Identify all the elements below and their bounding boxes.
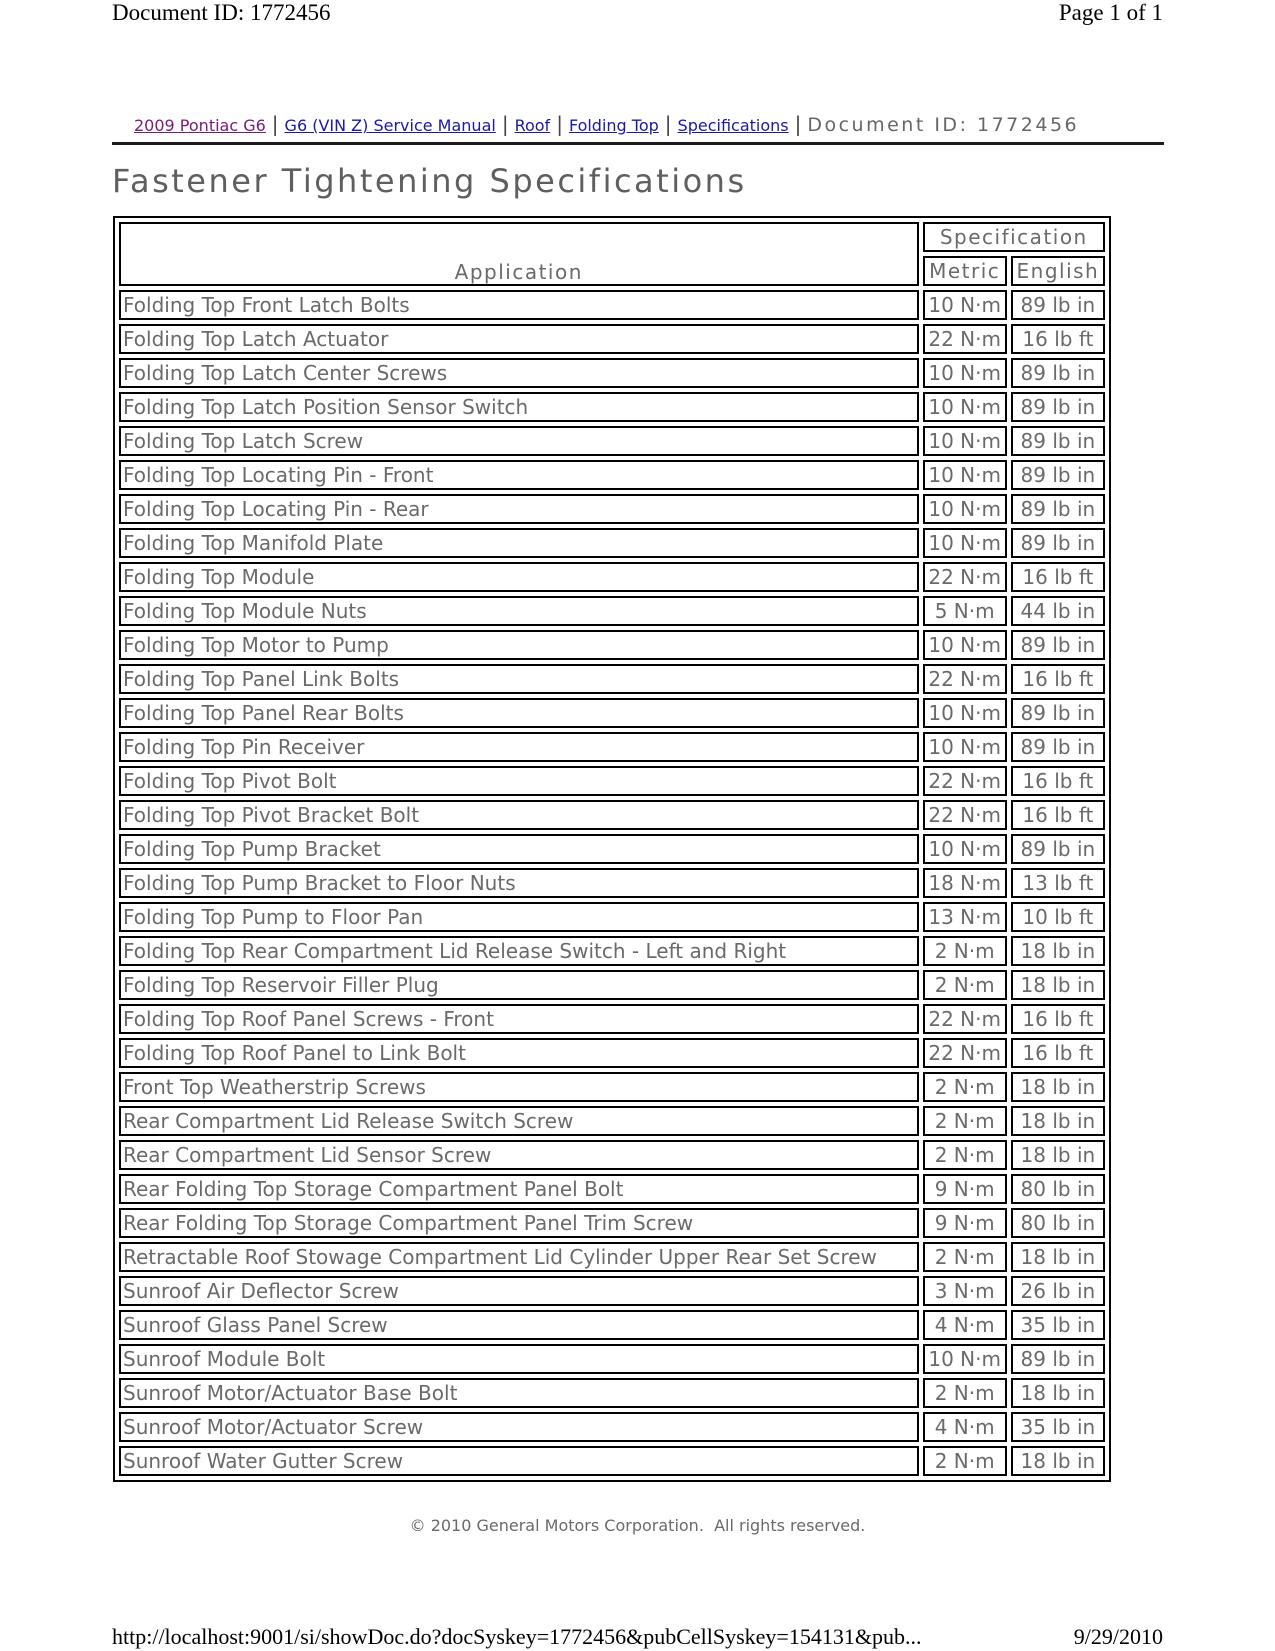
english-value-cell: 89 lb in	[1011, 630, 1105, 660]
table-row	[119, 1106, 1105, 1136]
metric-value-cell: 4 N·m	[923, 1310, 1007, 1340]
table-row	[119, 732, 1105, 762]
english-value-cell: 16 lb ft	[1011, 800, 1105, 830]
metric-value-cell: 22 N·m	[923, 1038, 1007, 1068]
table-row	[119, 1242, 1105, 1272]
english-value-cell: 18 lb in	[1011, 1242, 1105, 1272]
english-value-cell: 35 lb in	[1011, 1310, 1105, 1340]
metric-value-cell: 22 N·m	[923, 1004, 1007, 1034]
metric-value-cell: 22 N·m	[923, 562, 1007, 592]
page-title: Fastener Tightening Specifications	[112, 162, 747, 200]
english-value-cell: 16 lb ft	[1011, 1038, 1105, 1068]
metric-value-cell: 4 N·m	[923, 1412, 1007, 1442]
breadcrumb-separator: |	[271, 112, 279, 136]
application-cell: Sunroof Air Deflector Screw	[119, 1276, 919, 1306]
application-cell: Rear Folding Top Storage Compartment Panel Trim Screw	[119, 1208, 919, 1238]
english-value-cell: 10 lb ft	[1011, 902, 1105, 932]
application-cell: Folding Top Panel Rear Bolts	[119, 698, 919, 728]
metric-column-header: Metric	[923, 256, 1007, 286]
application-cell: Rear Compartment Lid Release Switch Screw	[119, 1106, 919, 1136]
application-cell: Folding Top Pump to Floor Pan	[119, 902, 919, 932]
english-value-cell: 16 lb ft	[1011, 562, 1105, 592]
application-cell: Folding Top Latch Position Sensor Switch	[119, 392, 919, 422]
table-row	[119, 1174, 1105, 1204]
application-cell: Folding Top Motor to Pump	[119, 630, 919, 660]
application-cell: Folding Top Pin Receiver	[119, 732, 919, 762]
metric-value-cell: 22 N·m	[923, 324, 1007, 354]
copyright-notice: © 2010 General Motors Corporation. All rights reserved.	[409, 1516, 866, 1535]
metric-value-cell: 18 N·m	[923, 868, 1007, 898]
metric-value-cell: 22 N·m	[923, 766, 1007, 796]
metric-value-cell: 5 N·m	[923, 596, 1007, 626]
metric-value-cell: 2 N·m	[923, 936, 1007, 966]
print-footer-url: http://localhost:9001/si/showDoc.do?docSyskey=1772456&pubCellSyskey=154131&pub...	[112, 1624, 922, 1649]
print-header	[112, 0, 1163, 26]
table-row	[119, 970, 1105, 1000]
table-row	[119, 766, 1105, 796]
metric-value-cell: 10 N·m	[923, 494, 1007, 524]
english-value-cell: 35 lb in	[1011, 1412, 1105, 1442]
application-cell: Rear Compartment Lid Sensor Screw	[119, 1140, 919, 1170]
application-cell: Folding Top Pump Bracket to Floor Nuts	[119, 868, 919, 898]
breadcrumb-document-id: Document ID: 1772456	[807, 114, 1080, 136]
table-row	[119, 1310, 1105, 1340]
application-column-header: Application	[119, 222, 919, 286]
english-value-cell: 44 lb in	[1011, 596, 1105, 626]
table-row	[119, 562, 1105, 592]
metric-value-cell: 10 N·m	[923, 358, 1007, 388]
table-row	[119, 324, 1105, 354]
english-value-cell: 16 lb ft	[1011, 664, 1105, 694]
metric-value-cell: 10 N·m	[923, 290, 1007, 320]
english-value-cell: 18 lb in	[1011, 1106, 1105, 1136]
english-value-cell: 18 lb in	[1011, 970, 1105, 1000]
table-row	[119, 1378, 1105, 1408]
breadcrumb-link-vehicle[interactable]: 2009 Pontiac G6	[134, 116, 266, 135]
metric-value-cell: 13 N·m	[923, 902, 1007, 932]
english-value-cell: 16 lb ft	[1011, 1004, 1105, 1034]
metric-value-cell: 2 N·m	[923, 1378, 1007, 1408]
english-value-cell: 80 lb in	[1011, 1174, 1105, 1204]
english-value-cell: 89 lb in	[1011, 1344, 1105, 1374]
metric-value-cell: 10 N·m	[923, 1344, 1007, 1374]
print-header-page-number: Page 1 of 1	[1058, 0, 1163, 25]
table-row	[119, 664, 1105, 694]
english-value-cell: 89 lb in	[1011, 698, 1105, 728]
specification-column-header: Specification	[923, 222, 1105, 252]
application-cell: Folding Top Pivot Bolt	[119, 766, 919, 796]
application-cell: Folding Top Latch Center Screws	[119, 358, 919, 388]
application-cell: Folding Top Roof Panel Screws - Front	[119, 1004, 919, 1034]
metric-value-cell: 2 N·m	[923, 1242, 1007, 1272]
table-row	[119, 528, 1105, 558]
print-footer	[112, 1624, 1163, 1650]
application-cell: Folding Top Latch Screw	[119, 426, 919, 456]
print-header-doc-id: Document ID: 1772456	[112, 0, 331, 25]
metric-value-cell: 10 N·m	[923, 698, 1007, 728]
application-cell: Folding Top Panel Link Bolts	[119, 664, 919, 694]
english-value-cell: 89 lb in	[1011, 460, 1105, 490]
table-row	[119, 1344, 1105, 1374]
table-row	[119, 1208, 1105, 1238]
application-cell: Sunroof Water Gutter Screw	[119, 1446, 919, 1476]
application-cell: Sunroof Glass Panel Screw	[119, 1310, 919, 1340]
table-header-row	[119, 222, 1105, 252]
metric-value-cell: 10 N·m	[923, 630, 1007, 660]
table-row	[119, 1412, 1105, 1442]
english-value-cell: 89 lb in	[1011, 732, 1105, 762]
breadcrumb-link-roof[interactable]: Roof	[514, 116, 551, 135]
metric-value-cell: 9 N·m	[923, 1208, 1007, 1238]
metric-value-cell: 3 N·m	[923, 1276, 1007, 1306]
application-cell: Rear Folding Top Storage Compartment Panel Bolt	[119, 1174, 919, 1204]
metric-value-cell: 10 N·m	[923, 460, 1007, 490]
print-footer-date: 9/29/2010	[1073, 1624, 1163, 1649]
table-row	[119, 800, 1105, 830]
english-value-cell: 18 lb in	[1011, 1378, 1105, 1408]
breadcrumb-link-folding-top[interactable]: Folding Top	[568, 116, 659, 135]
english-value-cell: 16 lb ft	[1011, 324, 1105, 354]
application-cell: Folding Top Pivot Bracket Bolt	[119, 800, 919, 830]
english-value-cell: 16 lb ft	[1011, 766, 1105, 796]
metric-value-cell: 22 N·m	[923, 800, 1007, 830]
application-cell: Folding Top Module	[119, 562, 919, 592]
application-cell: Sunroof Module Bolt	[119, 1344, 919, 1374]
application-cell: Folding Top Module Nuts	[119, 596, 919, 626]
english-value-cell: 89 lb in	[1011, 290, 1105, 320]
application-cell: Sunroof Motor/Actuator Screw	[119, 1412, 919, 1442]
english-column-header: English	[1011, 256, 1105, 286]
application-cell: Folding Top Locating Pin - Rear	[119, 494, 919, 524]
metric-value-cell: 2 N·m	[923, 970, 1007, 1000]
english-value-cell: 80 lb in	[1011, 1208, 1105, 1238]
metric-value-cell: 10 N·m	[923, 528, 1007, 558]
application-cell: Folding Top Pump Bracket	[119, 834, 919, 864]
specification-table	[113, 216, 1111, 1482]
english-value-cell: 89 lb in	[1011, 834, 1105, 864]
application-cell: Folding Top Reservoir Filler Plug	[119, 970, 919, 1000]
table-row	[119, 358, 1105, 388]
table-row	[119, 596, 1105, 626]
application-cell: Front Top Weatherstrip Screws	[119, 1072, 919, 1102]
table-row	[119, 1276, 1105, 1306]
breadcrumb	[112, 112, 1164, 145]
application-cell: Folding Top Locating Pin - Front	[119, 460, 919, 490]
english-value-cell: 89 lb in	[1011, 358, 1105, 388]
metric-value-cell: 10 N·m	[923, 426, 1007, 456]
table-row	[119, 494, 1105, 524]
metric-value-cell: 22 N·m	[923, 664, 1007, 694]
breadcrumb-separator: |	[501, 112, 509, 136]
breadcrumb-separator: |	[794, 112, 802, 136]
table-row	[119, 1038, 1105, 1068]
english-value-cell: 89 lb in	[1011, 494, 1105, 524]
table-row	[119, 392, 1105, 422]
application-cell: Sunroof Motor/Actuator Base Bolt	[119, 1378, 919, 1408]
metric-value-cell: 2 N·m	[923, 1072, 1007, 1102]
table-row	[119, 936, 1105, 966]
metric-value-cell: 10 N·m	[923, 392, 1007, 422]
application-cell: Folding Top Roof Panel to Link Bolt	[119, 1038, 919, 1068]
metric-value-cell: 10 N·m	[923, 732, 1007, 762]
english-value-cell: 18 lb in	[1011, 1072, 1105, 1102]
application-cell: Folding Top Rear Compartment Lid Release Switch - Left and Right	[119, 936, 919, 966]
application-cell: Retractable Roof Stowage Compartment Lid Cylinder Upper Rear Set Screw	[119, 1242, 919, 1272]
english-value-cell: 89 lb in	[1011, 426, 1105, 456]
application-cell: Folding Top Manifold Plate	[119, 528, 919, 558]
breadcrumb-link-specifications[interactable]: Specifications	[677, 116, 789, 135]
table-row	[119, 902, 1105, 932]
english-value-cell: 89 lb in	[1011, 528, 1105, 558]
table-row	[119, 1072, 1105, 1102]
metric-value-cell: 10 N·m	[923, 834, 1007, 864]
metric-value-cell: 2 N·m	[923, 1140, 1007, 1170]
table-row	[119, 1004, 1105, 1034]
table-row	[119, 290, 1105, 320]
table-row	[119, 630, 1105, 660]
metric-value-cell: 2 N·m	[923, 1106, 1007, 1136]
english-value-cell: 18 lb in	[1011, 1140, 1105, 1170]
english-value-cell: 18 lb in	[1011, 936, 1105, 966]
table-body	[119, 290, 1105, 1476]
breadcrumb-separator: |	[556, 112, 563, 136]
breadcrumb-separator: |	[664, 112, 672, 136]
table-row	[119, 460, 1105, 490]
table-row	[119, 868, 1105, 898]
application-cell: Folding Top Latch Actuator	[119, 324, 919, 354]
metric-value-cell: 2 N·m	[923, 1446, 1007, 1476]
table-row	[119, 426, 1105, 456]
english-value-cell: 89 lb in	[1011, 392, 1105, 422]
english-value-cell: 18 lb in	[1011, 1446, 1105, 1476]
metric-value-cell: 9 N·m	[923, 1174, 1007, 1204]
english-value-cell: 26 lb in	[1011, 1276, 1105, 1306]
table-row	[119, 1140, 1105, 1170]
table-row	[119, 1446, 1105, 1476]
application-cell: Folding Top Front Latch Bolts	[119, 290, 919, 320]
table-row	[119, 698, 1105, 728]
english-value-cell: 13 lb ft	[1011, 868, 1105, 898]
table-row	[119, 834, 1105, 864]
breadcrumb-link-service-manual[interactable]: G6 (VIN Z) Service Manual	[284, 116, 496, 135]
